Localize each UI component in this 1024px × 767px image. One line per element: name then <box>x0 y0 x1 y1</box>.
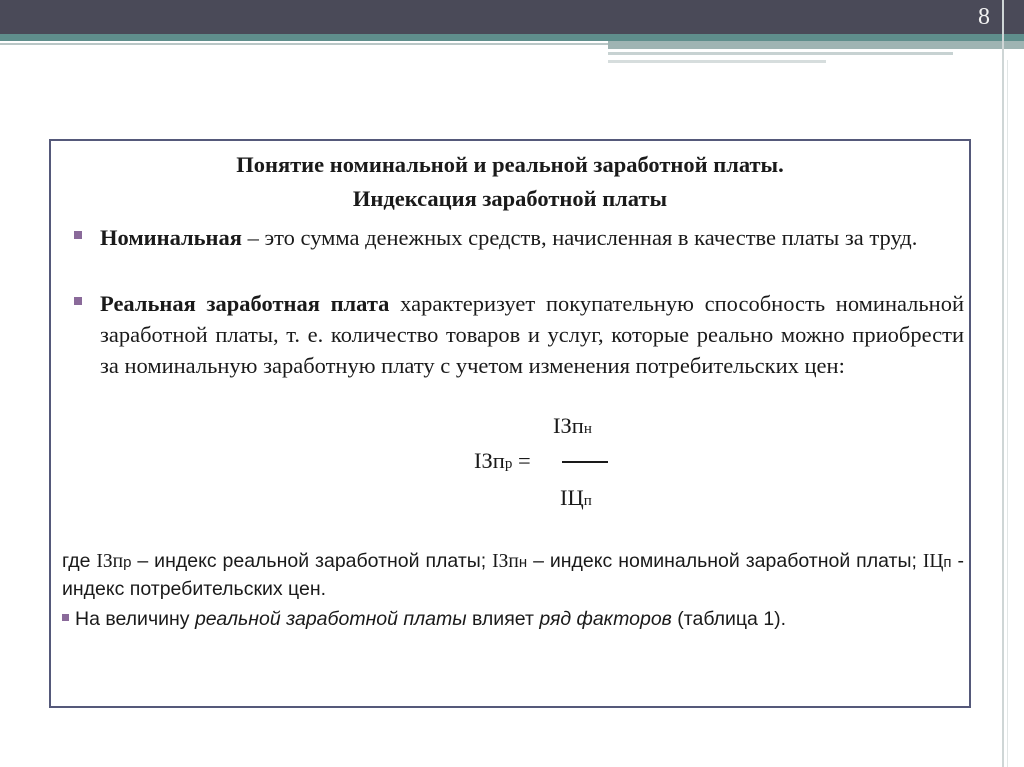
symbol-real-index-sub: р <box>123 554 132 571</box>
where-text: – индекс реальной заработной платы; <box>131 550 493 572</box>
bullet-square-icon <box>74 231 82 239</box>
slide-title-line-2: Индексация заработной платы <box>352 186 668 211</box>
formula-numerator <box>553 413 592 439</box>
definition-nominal <box>100 222 964 253</box>
slide-number: 8 <box>978 4 990 30</box>
factors-note-italic: реальной заработной платы <box>194 608 467 630</box>
formula-lhs-main: IЗп <box>474 448 505 473</box>
bullet-square-icon <box>62 614 69 621</box>
definition-real <box>100 288 964 381</box>
factors-note-text: (таблица 1). <box>671 608 787 630</box>
term-nominal: Номинальная <box>100 225 242 250</box>
where-text: – индекс номинальной заработной платы; <box>527 550 923 572</box>
where-text: - индекс потребительских цен. <box>62 550 964 600</box>
definition-nominal-text: – это сумма денежных средств, начисленная в качестве платы за труд. <box>241 225 918 250</box>
formula-denominator-sub: п <box>583 493 592 509</box>
factors-note <box>62 608 786 631</box>
header-right-block <box>608 41 1024 49</box>
header-bar <box>0 0 1024 34</box>
factors-note-text: влияет <box>466 608 540 630</box>
formula-lhs-sub: р <box>504 456 513 472</box>
right-vertical-divider <box>1002 0 1004 767</box>
formula-numerator-sub: н <box>583 421 592 437</box>
header-right-line <box>608 52 953 55</box>
right-vertical-divider-2 <box>1007 60 1008 767</box>
formula-equals: = <box>512 448 531 473</box>
formula-numerator-main: IЗп <box>553 413 584 438</box>
factors-note-italic: ряд факторов <box>539 608 672 630</box>
symbol-nominal-index-sub: н <box>518 554 528 571</box>
term-real: Реальная заработная плата <box>100 291 390 316</box>
factors-note-text: На величину <box>75 608 195 630</box>
header-right-line-2 <box>608 60 826 63</box>
header-accent-stripe <box>0 34 1024 41</box>
symbol-nominal-index: IЗп <box>492 551 519 572</box>
formula-explanation <box>62 548 964 603</box>
formula-denominator-main: IЦ <box>560 485 584 510</box>
where-text: где <box>62 550 97 572</box>
definition-real-text: характеризует покупательную способность номинальной заработной платы, т. е. количество товаров и услуг, которые реально можно приобрести за номинальную заработную плату с учетом изменения потребительских цен: <box>100 291 964 378</box>
formula-denominator <box>560 485 592 511</box>
bullet-square-icon <box>74 297 82 305</box>
symbol-real-index: IЗп <box>96 551 124 572</box>
formula-fraction-bar <box>562 461 608 463</box>
symbol-price-index: IЦ <box>922 551 944 572</box>
symbol-price-index-sub: п <box>943 554 952 571</box>
slide-title-line-1: Понятие номинальной и реальной заработной платы. <box>236 152 784 177</box>
formula-lhs <box>474 448 531 474</box>
